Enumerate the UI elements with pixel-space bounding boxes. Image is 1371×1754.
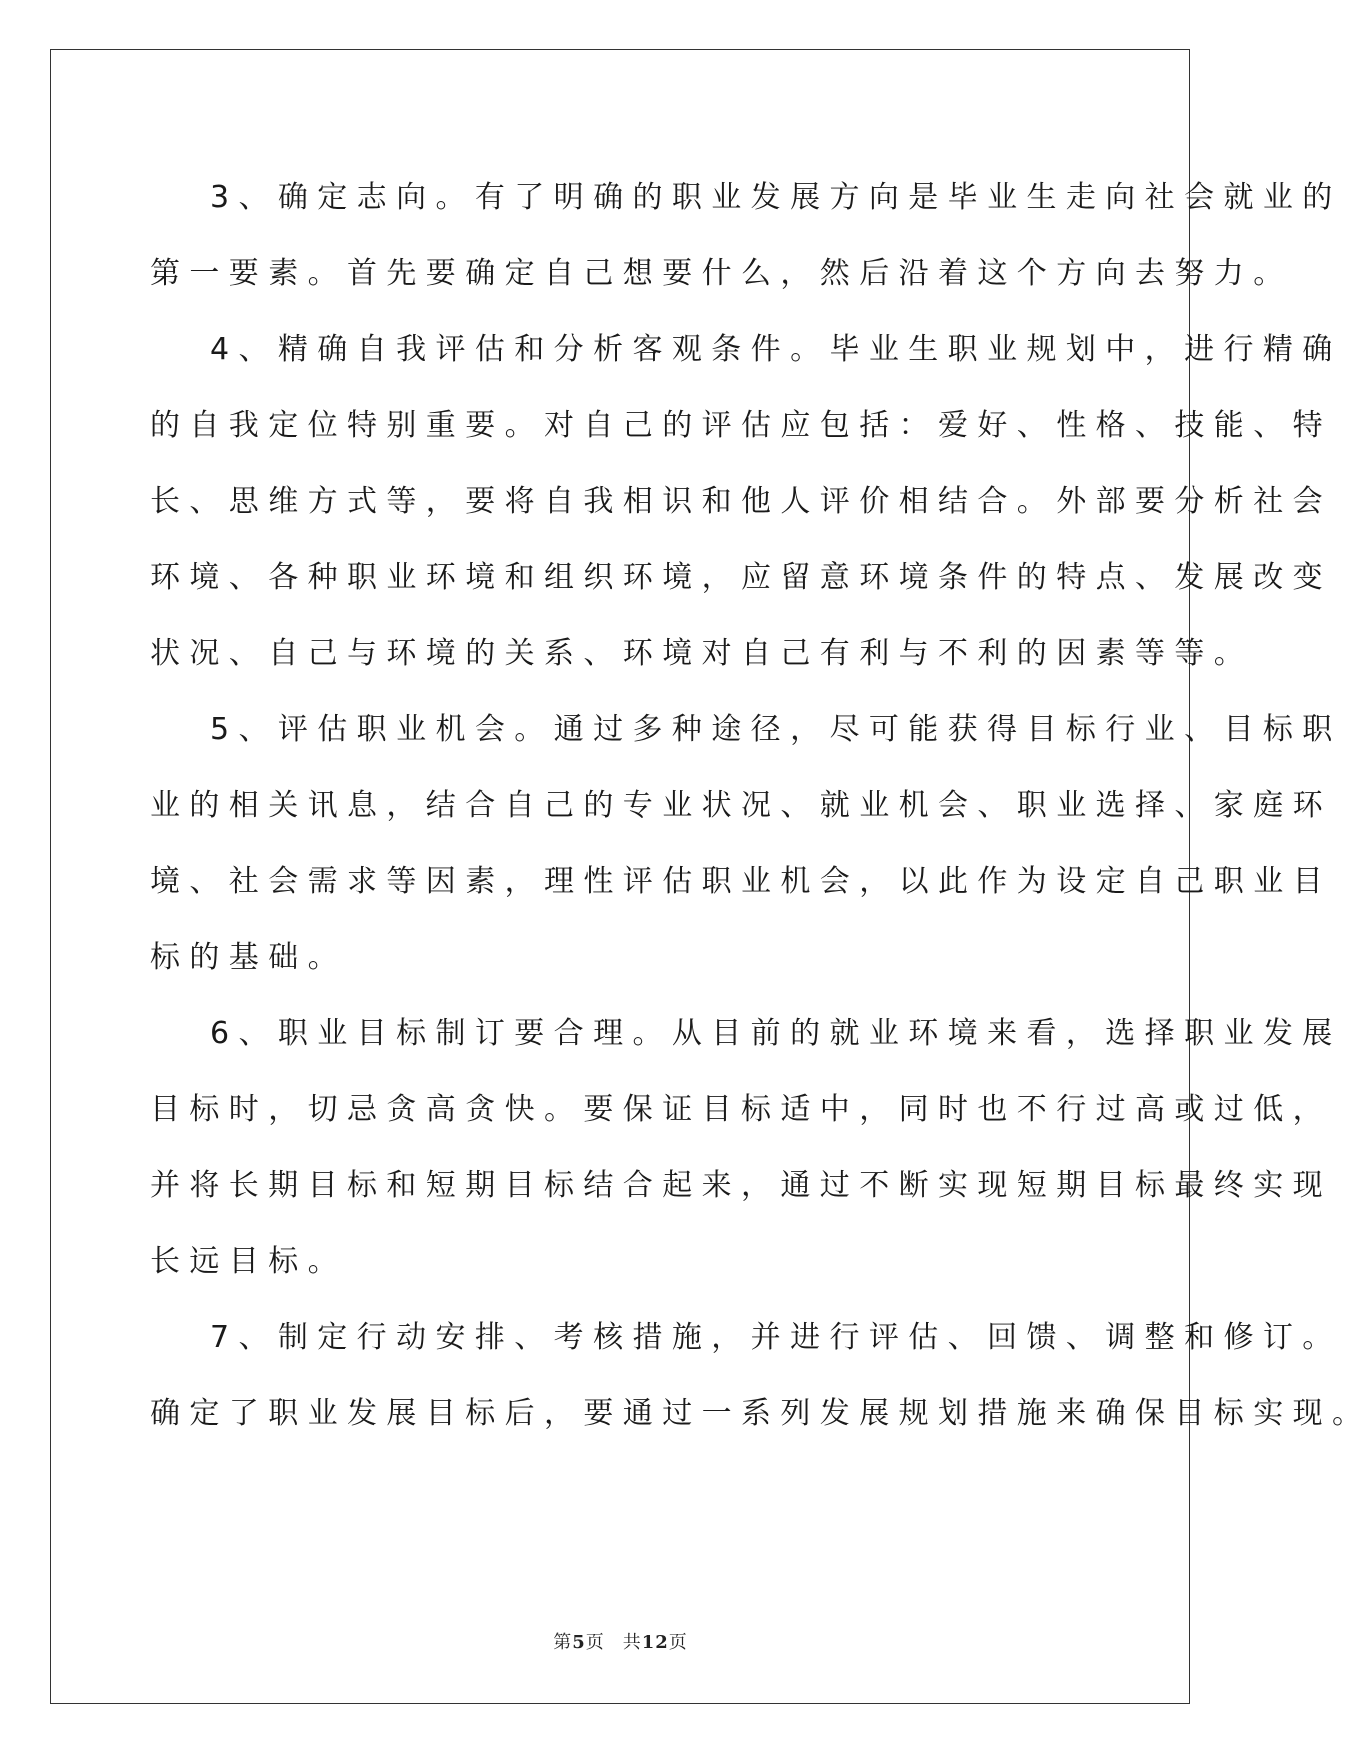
paragraph-line: 3、确定志向。有了明确的职业发展方向是毕业生走向社会就业的	[210, 180, 1342, 215]
paragraph-line: 业的相关讯息，结合自己的专业状况、就业机会、职业选择、家庭环	[150, 788, 1332, 823]
paragraph-line: 5、评估职业机会。通过多种途径，尽可能获得目标行业、目标职	[210, 712, 1342, 747]
paragraph-line: 长、思维方式等，要将自我相识和他人评价相结合。外部要分析社会	[150, 484, 1332, 519]
paragraph-line: 确定了职业发展目标后，要通过一系列发展规划措施来确保目标实现。	[150, 1396, 1371, 1431]
paragraph-line: 境、社会需求等因素，理性评估职业机会，以此作为设定自己职业目	[150, 864, 1332, 899]
document-body	[150, 160, 1371, 1452]
paragraph-4	[150, 312, 1342, 692]
paragraph-line: 4、精确自我评估和分析客观条件。毕业生职业规划中，进行精确	[210, 332, 1342, 367]
page-number-prefix: 第	[553, 1632, 573, 1653]
paragraph-line: 标的基础。	[150, 940, 347, 975]
paragraph-line: 环境、各种职业环境和组织环境，应留意环境条件的特点、发展改变	[150, 560, 1332, 595]
paragraph-5	[150, 692, 1342, 996]
paragraph-line: 目标时，切忌贪高贪快。要保证目标适中，同时也不行过高或过低，	[150, 1092, 1332, 1127]
page-number-current: 5	[572, 1632, 586, 1653]
paragraph-6	[150, 996, 1342, 1300]
paragraph-line: 7、制定行动安排、考核措施，并进行评估、回馈、调整和修订。	[210, 1320, 1342, 1355]
paragraph-line: 并将长期目标和短期目标结合起来，通过不断实现短期目标最终实现	[150, 1168, 1332, 1203]
page-number-total: 12	[641, 1632, 669, 1653]
page-footer	[0, 1628, 1241, 1654]
paragraph-line: 6、职业目标制订要合理。从目前的就业环境来看，选择职业发展	[210, 1016, 1342, 1051]
page-number-suffix: 页	[585, 1632, 605, 1653]
paragraph-line: 状况、自己与环境的关系、环境对自己有利与不利的因素等等。	[150, 636, 1254, 671]
paragraph-3	[150, 160, 1342, 312]
paragraph-line: 的自我定位特别重要。对自己的评估应包括：爱好、性格、技能、特	[150, 408, 1332, 443]
paragraph-line: 长远目标。	[150, 1244, 347, 1279]
paragraph-line: 第一要素。首先要确定自己想要什么，然后沿着这个方向去努力。	[150, 256, 1293, 291]
page-total-prefix: 共	[622, 1632, 642, 1653]
page-total-suffix: 页	[668, 1632, 688, 1653]
paragraph-7	[150, 1300, 1371, 1452]
